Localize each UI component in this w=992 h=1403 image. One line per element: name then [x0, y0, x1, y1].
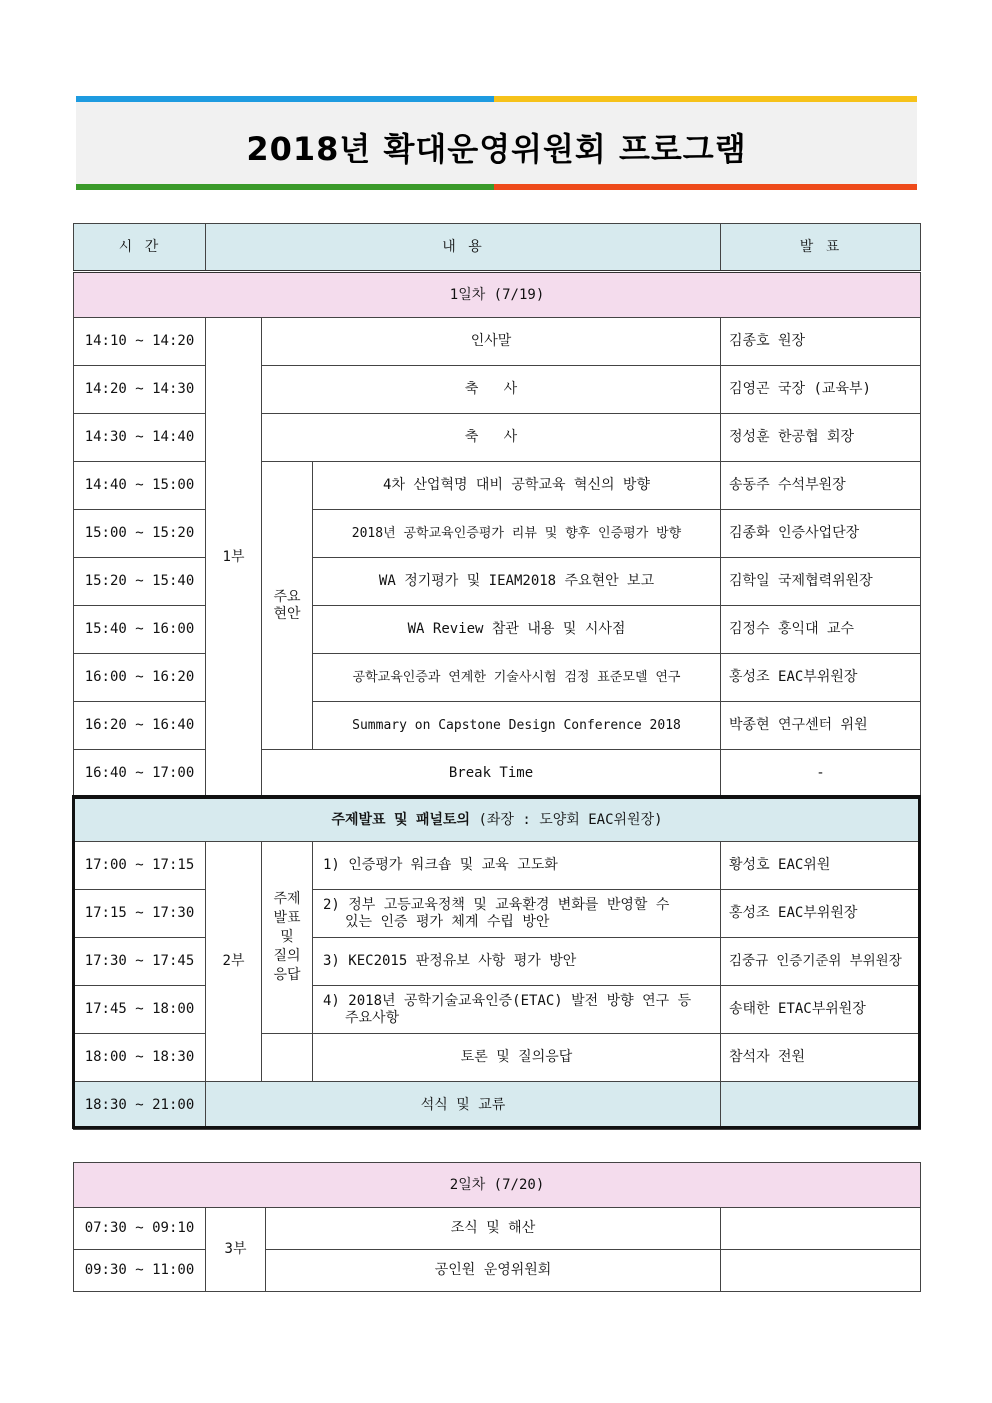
- time-cell: 18:00 ~ 18:30: [74, 1034, 206, 1082]
- topic-label-line: 및: [280, 929, 294, 945]
- table-row: [74, 890, 921, 938]
- presenter-cell: 김정수 홍익대 교수: [721, 606, 921, 654]
- time-cell: 17:30 ~ 17:45: [74, 938, 206, 986]
- time-cell: 14:40 ~ 15:00: [74, 462, 206, 510]
- content-cell: 공인원 운영위원회: [266, 1250, 721, 1292]
- table-row: [74, 750, 921, 798]
- presenter-cell: 김학일 국제협력위원장: [721, 558, 921, 606]
- presenter-cell: 홍성조 EAC부위원장: [721, 890, 921, 938]
- topic-label-line: 발표: [273, 910, 301, 926]
- content-cell: 인사말: [262, 318, 721, 366]
- table-row: [74, 1034, 921, 1082]
- content-cell: 1) 인증평가 워크숍 및 교육 고도화: [313, 842, 721, 890]
- content-line: 있는 인증 평가 체계 수립 방안: [345, 913, 550, 930]
- time-cell: 14:20 ~ 14:30: [74, 366, 206, 414]
- program-table-day1: [73, 223, 921, 1130]
- time-cell: 15:20 ~ 15:40: [74, 558, 206, 606]
- content-cell: 4차 산업혁명 대비 공학교육 혁신의 방향: [313, 462, 721, 510]
- presenter-cell: 김영곤 국장 (교육부): [721, 366, 921, 414]
- part3-label: 3부: [206, 1208, 266, 1292]
- content-line: 주요사항: [345, 1009, 400, 1026]
- time-cell: 15:40 ~ 16:00: [74, 606, 206, 654]
- day1-row: [74, 272, 921, 318]
- day2-label: 2일차 (7/20): [74, 1163, 921, 1208]
- content-cell: 석식 및 교류: [206, 1082, 721, 1130]
- dinner-row: [74, 1082, 921, 1130]
- part2-label: 2부: [206, 842, 262, 1082]
- table-row: [74, 510, 921, 558]
- banner-bar-yellow: [494, 96, 917, 102]
- table-row: [74, 938, 921, 986]
- content-cell: WA Review 참관 내용 및 시사점: [313, 606, 721, 654]
- content-cell: 축 사: [262, 366, 721, 414]
- presenter-cell: 김종호 원장: [721, 318, 921, 366]
- topic-label: [262, 842, 313, 1034]
- table-row: [74, 654, 921, 702]
- header-content: 내 용: [206, 224, 721, 272]
- content-line: 2) 정부 고등교육정책 및 교육환경 변화를 반영할 수: [323, 896, 670, 913]
- program-table-day2: [73, 1162, 921, 1292]
- presenter-cell: -: [721, 750, 921, 798]
- presenter-cell: [721, 1208, 921, 1250]
- table-row: [74, 462, 921, 510]
- presenter-cell: 참석자 전원: [721, 1034, 921, 1082]
- content-cell: 축 사: [262, 414, 721, 462]
- content-cell: 2018년 공학교육인증평가 리뷰 및 향후 인증평가 방향: [313, 510, 721, 558]
- time-cell: 15:00 ~ 15:20: [74, 510, 206, 558]
- presenter-cell: 홍성조 EAC부위원장: [721, 654, 921, 702]
- content-cell: [313, 986, 721, 1034]
- content-cell: 공학교육인증과 연계한 기술사시험 검정 표준모델 연구: [313, 654, 721, 702]
- time-cell: 16:20 ~ 16:40: [74, 702, 206, 750]
- time-cell: 14:30 ~ 14:40: [74, 414, 206, 462]
- day1-label: 1일차 (7/19): [74, 272, 921, 318]
- banner-bar-blue: [76, 96, 494, 102]
- table-row: [74, 606, 921, 654]
- time-cell: 17:00 ~ 17:15: [74, 842, 206, 890]
- table-row: [74, 702, 921, 750]
- presenter-cell: [721, 1250, 921, 1292]
- time-cell: 07:30 ~ 09:10: [74, 1208, 206, 1250]
- time-cell: 14:10 ~ 14:20: [74, 318, 206, 366]
- table-row: [74, 842, 921, 890]
- presenter-cell: 송동주 수석부원장: [721, 462, 921, 510]
- table-row: [74, 414, 921, 462]
- header-time: 시 간: [74, 224, 206, 272]
- presenter-cell: 정성훈 한공협 회장: [721, 414, 921, 462]
- banner-bar-red: [494, 184, 917, 190]
- time-cell: 18:30 ~ 21:00: [74, 1082, 206, 1130]
- content-cell: [313, 890, 721, 938]
- issues-label-line2: 현안: [273, 605, 301, 622]
- time-cell: 09:30 ~ 11:00: [74, 1250, 206, 1292]
- content-cell: Summary on Capstone Design Conference 2018: [313, 702, 721, 750]
- table-row: [74, 318, 921, 366]
- content-cell: 토론 및 질의응답: [313, 1034, 721, 1082]
- time-cell: 16:40 ~ 17:00: [74, 750, 206, 798]
- table-row: [74, 1208, 921, 1250]
- presenter-cell: 황성호 EAC위원: [721, 842, 921, 890]
- issues-label: [262, 462, 313, 750]
- content-cell: 3) KEC2015 판정유보 사항 평가 방안: [313, 938, 721, 986]
- session-row: [74, 798, 921, 842]
- topic-label-line: 응답: [273, 967, 301, 983]
- topic-label-line: 질의: [273, 948, 301, 964]
- title-banner: [76, 96, 917, 190]
- presenter-cell: 김중규 인증기준위 부위원장: [721, 938, 921, 986]
- time-cell: 17:15 ~ 17:30: [74, 890, 206, 938]
- table-row: [74, 366, 921, 414]
- content-cell: 조식 및 해산: [266, 1208, 721, 1250]
- table-header-row: [74, 224, 921, 272]
- topic-label-line: 주제: [273, 891, 301, 907]
- table-row: [74, 558, 921, 606]
- header-presenter: 발 표: [721, 224, 921, 272]
- day2-row: [74, 1163, 921, 1208]
- topic-empty-cell: [262, 1034, 313, 1082]
- table-row: [74, 1250, 921, 1292]
- content-line: 4) 2018년 공학기술교육인증(ETAC) 발전 방향 연구 등: [323, 992, 692, 1009]
- time-cell: 16:00 ~ 16:20: [74, 654, 206, 702]
- session-heading: [74, 798, 921, 842]
- part1-label: 1부: [206, 318, 262, 798]
- time-cell: 17:45 ~ 18:00: [74, 986, 206, 1034]
- presenter-cell: [721, 1082, 921, 1130]
- banner-bar-green: [76, 184, 494, 190]
- content-cell: Break Time: [262, 750, 721, 798]
- session-title: 주제발표 및 패널토의: [331, 811, 471, 828]
- session-chair: (좌장 : 도양회 EAC위원장): [470, 811, 663, 828]
- table-row: [74, 986, 921, 1034]
- presenter-cell: 송태한 ETAC부위원장: [721, 986, 921, 1034]
- content-cell: WA 정기평가 및 IEAM2018 주요현안 보고: [313, 558, 721, 606]
- issues-label-line1: 주요: [273, 588, 301, 605]
- page-title: 2018년 확대운영위원회 프로그램: [246, 130, 747, 168]
- presenter-cell: 박종현 연구센터 위원: [721, 702, 921, 750]
- presenter-cell: 김종화 인증사업단장: [721, 510, 921, 558]
